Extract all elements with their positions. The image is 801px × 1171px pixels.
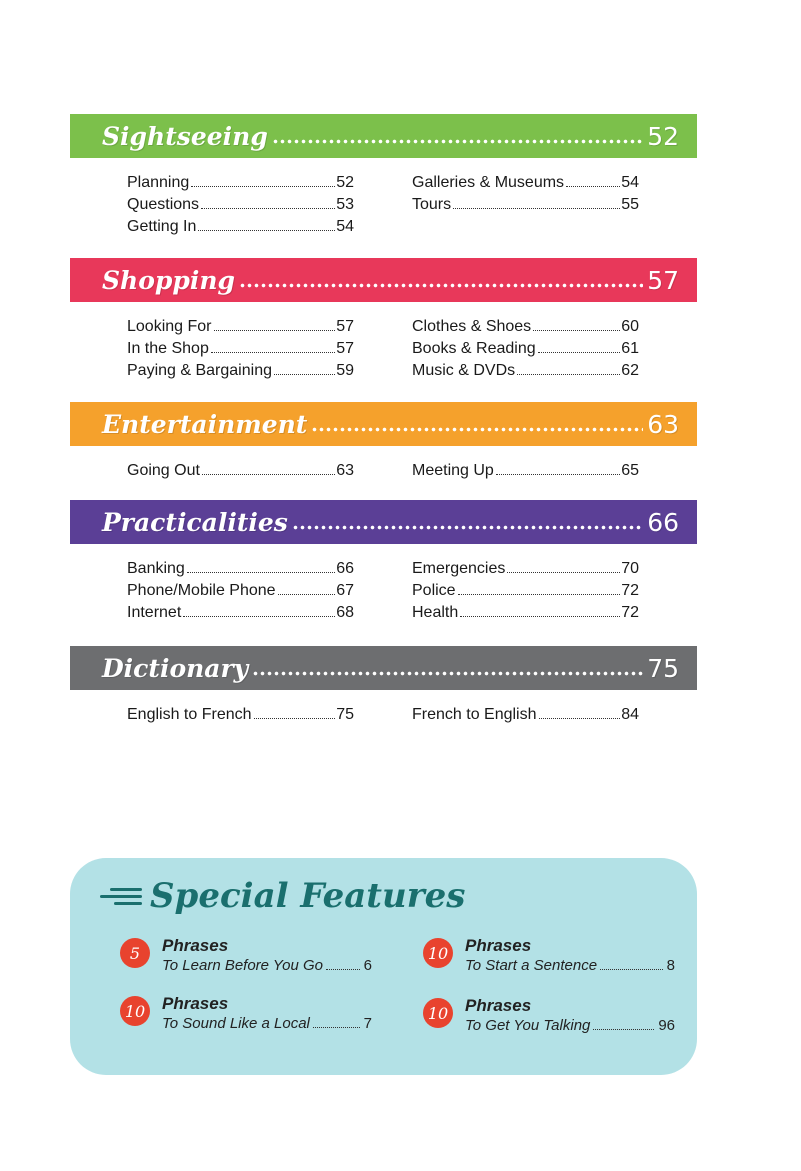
toc-page: 57 [336, 318, 354, 335]
dot-leader [593, 1029, 654, 1030]
toc-label: Going Out [127, 462, 200, 479]
number-badge: 10 [120, 996, 150, 1026]
feature-item[interactable] [423, 996, 675, 1036]
dot-leader [458, 594, 621, 595]
toc-page: 60 [621, 318, 639, 335]
number-badge: 10 [423, 998, 453, 1028]
feature-item[interactable] [120, 936, 372, 976]
section-title: Shopping [102, 265, 236, 295]
section-sightseeing [70, 114, 697, 238]
feature-subtitle-row [162, 1014, 372, 1034]
toc-entry[interactable] [127, 580, 354, 602]
toc-page: 59 [336, 362, 354, 379]
special-features-panel [70, 858, 697, 1075]
toc-label: Internet [127, 604, 182, 621]
toc-entry[interactable] [127, 194, 354, 216]
toc-page: 72 [621, 604, 639, 621]
toc-column-right [412, 172, 639, 238]
toc-label: Getting In [127, 218, 197, 235]
toc-entry[interactable] [412, 338, 639, 360]
toc-label: Tours [412, 196, 452, 213]
dot-leader [326, 969, 360, 970]
toc-entry[interactable] [127, 216, 354, 238]
dot-leader [214, 330, 336, 331]
toc-column-right [412, 704, 639, 726]
toc-page: 52 [336, 174, 354, 191]
toc-page: 72 [621, 582, 639, 599]
toc-page: 66 [336, 560, 354, 577]
toc-label: In the Shop [127, 340, 209, 357]
toc-column-left [127, 460, 354, 482]
toc-entry[interactable] [127, 704, 354, 726]
dot-leader [517, 374, 620, 375]
feature-page: 96 [658, 1017, 675, 1034]
toc-page: 84 [621, 706, 639, 723]
toc-page: 63 [336, 462, 354, 479]
toc-entry[interactable] [412, 704, 639, 726]
toc-page: 67 [336, 582, 354, 599]
dot-leader [254, 718, 336, 719]
section-bar[interactable] [70, 646, 697, 690]
toc-label: Books & Reading [412, 340, 536, 357]
dot-leader [274, 374, 335, 375]
toc-page: 53 [336, 196, 354, 213]
toc-label: Banking [127, 560, 185, 577]
feature-item[interactable] [120, 994, 372, 1034]
dot-leader [191, 186, 335, 187]
dot-leader [507, 572, 620, 573]
toc-column-left [127, 316, 354, 382]
section-bar[interactable] [70, 258, 697, 302]
feature-subtitle: To Sound Like a Local [162, 1015, 310, 1032]
toc-entry[interactable] [127, 316, 354, 338]
toc-label: Music & DVDs [412, 362, 516, 379]
dot-leader [292, 519, 643, 535]
dot-leader [539, 718, 621, 719]
toc-page: 61 [621, 340, 639, 357]
toc-entry[interactable] [412, 172, 639, 194]
dot-leader [311, 421, 643, 437]
speed-lines-icon [100, 888, 142, 905]
section-title: Practicalities [102, 507, 288, 537]
toc-column-left [127, 172, 354, 238]
toc-page: 57 [336, 340, 354, 357]
toc-entry[interactable] [412, 194, 639, 216]
feature-heading: Phrases [465, 936, 532, 955]
number-badge: 10 [423, 938, 453, 968]
feature-subtitle: To Start a Sentence [465, 957, 598, 974]
toc-label: Police [412, 582, 456, 599]
special-features-heading [100, 876, 465, 916]
dot-leader [239, 277, 643, 293]
section-title: Dictionary [102, 653, 249, 683]
dot-leader [460, 616, 620, 617]
section-bar[interactable] [70, 500, 697, 544]
dot-leader [496, 474, 620, 475]
dot-leader [533, 330, 620, 331]
dot-leader [201, 208, 335, 209]
toc-page: 54 [621, 174, 639, 191]
dot-leader [566, 186, 620, 187]
toc-label: French to English [412, 706, 537, 723]
toc-label: English to French [127, 706, 252, 723]
feature-subtitle: To Learn Before You Go [162, 957, 323, 974]
dot-leader [202, 474, 335, 475]
section-entertainment [70, 402, 697, 482]
toc-column-left [127, 704, 354, 726]
toc-column-right [412, 316, 639, 382]
toc-page: 75 [336, 706, 354, 723]
toc-entry[interactable] [412, 316, 639, 338]
toc-page: 70 [621, 560, 639, 577]
toc-column-left [127, 558, 354, 624]
dot-leader [183, 616, 335, 617]
section-bar[interactable] [70, 402, 697, 446]
feature-page: 6 [363, 957, 372, 974]
toc-entry[interactable] [412, 558, 639, 580]
feature-heading: Phrases [162, 994, 229, 1013]
dot-leader [187, 572, 335, 573]
toc-label: Planning [127, 174, 190, 191]
feature-page: 8 [666, 957, 675, 974]
toc-entry[interactable] [127, 172, 354, 194]
toc-label: Looking For [127, 318, 212, 335]
number-badge: 5 [120, 938, 150, 968]
toc-entry[interactable] [127, 338, 354, 360]
toc-label: Health [412, 604, 459, 621]
toc-entry[interactable] [412, 360, 639, 382]
toc-label: Clothes & Shoes [412, 318, 532, 335]
toc-entry[interactable] [127, 602, 354, 624]
toc-label: Questions [127, 196, 200, 213]
toc-label: Meeting Up [412, 462, 494, 479]
dot-leader [252, 665, 643, 681]
toc-entry[interactable] [412, 460, 639, 482]
toc-entry[interactable] [412, 602, 639, 624]
feature-item[interactable] [423, 936, 675, 976]
section-page: 63 [647, 409, 679, 439]
section-title: Entertainment [102, 409, 308, 439]
section-bar[interactable] [70, 114, 697, 158]
toc-page: 65 [621, 462, 639, 479]
toc-entry[interactable] [127, 360, 354, 382]
section-page: 52 [647, 121, 679, 151]
feature-subtitle-row [465, 956, 675, 976]
feature-heading: Phrases [465, 996, 532, 1015]
section-page: 66 [647, 507, 679, 537]
toc-label: Emergencies [412, 560, 506, 577]
section-page: 57 [647, 265, 679, 295]
feature-subtitle-row [465, 1016, 675, 1036]
toc-label: Phone/Mobile Phone [127, 582, 276, 599]
toc-entry[interactable] [127, 460, 354, 482]
dot-leader [313, 1027, 360, 1028]
toc-page: 55 [621, 196, 639, 213]
section-shopping [70, 258, 697, 382]
toc-column-right [412, 558, 639, 624]
feature-subtitle: To Get You Talking [465, 1017, 591, 1034]
toc-page: 54 [336, 218, 354, 235]
toc-column-right [412, 460, 639, 482]
special-features-title: Special Features [150, 876, 466, 916]
feature-heading: Phrases [162, 936, 229, 955]
section-practicalities [70, 500, 697, 624]
dot-leader [272, 133, 643, 149]
dot-leader [278, 594, 336, 595]
toc-label: Galleries & Museums [412, 174, 565, 191]
dot-leader [211, 352, 335, 353]
toc-label: Paying & Bargaining [127, 362, 272, 379]
toc-entry[interactable] [412, 580, 639, 602]
feature-page: 7 [363, 1015, 372, 1032]
dot-leader [453, 208, 620, 209]
dot-leader [538, 352, 621, 353]
section-title: Sightseeing [102, 121, 268, 151]
dot-leader [600, 969, 663, 970]
dot-leader [198, 230, 335, 231]
toc-page: 62 [621, 362, 639, 379]
toc-entry[interactable] [127, 558, 354, 580]
section-dictionary [70, 646, 697, 726]
section-page: 75 [647, 653, 679, 683]
feature-subtitle-row [162, 956, 372, 976]
toc-page: 68 [336, 604, 354, 621]
